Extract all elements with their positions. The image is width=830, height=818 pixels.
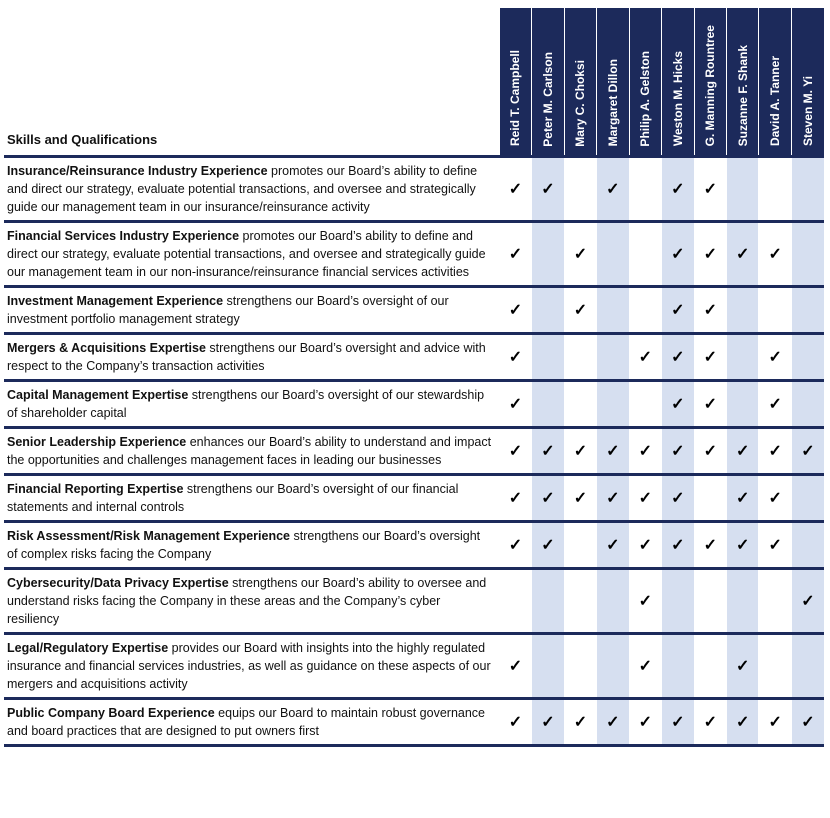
qualification-cell xyxy=(727,156,759,221)
qualification-cell xyxy=(791,333,824,380)
qualification-cell xyxy=(791,521,824,568)
director-name: Philip A. Gelston xyxy=(638,50,653,147)
check-mark-icon: ✓ xyxy=(768,442,782,460)
qualification-cell xyxy=(532,633,564,698)
check-mark-icon: ✓ xyxy=(801,442,815,460)
check-mark-icon: ✓ xyxy=(541,180,555,198)
check-mark-icon: ✓ xyxy=(671,489,685,507)
qualification-cell xyxy=(694,698,726,745)
check-mark-icon: ✓ xyxy=(638,592,653,610)
qualification-cell xyxy=(694,380,726,427)
qualification-cell xyxy=(629,633,661,698)
qualification-cell xyxy=(759,521,791,568)
skill-description-cell xyxy=(4,286,499,333)
skill-description: enhances our Board’s ability to understand and impact the opportunities and challenges management faces in leading our businesses xyxy=(7,434,492,467)
check-mark-icon: ✓ xyxy=(703,713,717,731)
qualification-cell xyxy=(727,568,759,633)
skill-description-cell xyxy=(4,698,499,745)
skill-title: Legal/Regulatory Expertise xyxy=(7,640,169,655)
qualification-cell xyxy=(564,286,596,333)
qualification-cell xyxy=(597,221,629,286)
check-mark-icon: ✓ xyxy=(801,713,815,731)
skill-title: Insurance/Reinsurance Industry Experience xyxy=(7,163,268,178)
check-mark-icon: ✓ xyxy=(703,395,717,413)
check-mark-icon: ✓ xyxy=(508,489,523,507)
skill-description: promotes our Board’s ability to define and direct our strategy, evaluate potential transactions, and oversee and strategically guide our management team in our non-insurance/reinsurance financial services activities xyxy=(7,228,486,279)
check-mark-icon: ✓ xyxy=(736,442,750,460)
qualification-cell xyxy=(662,474,694,521)
check-mark-icon: ✓ xyxy=(671,713,685,731)
qualification-cell xyxy=(791,698,824,745)
director-name: G. Manning Rountree xyxy=(703,25,718,147)
qualification-cell xyxy=(499,568,531,633)
qualification-cell xyxy=(727,474,759,521)
check-mark-icon: ✓ xyxy=(703,536,717,554)
check-mark-icon: ✓ xyxy=(508,442,523,460)
qualification-cell xyxy=(759,633,791,698)
check-mark-icon: ✓ xyxy=(768,245,782,263)
skill-row xyxy=(4,380,824,427)
check-mark-icon: ✓ xyxy=(638,348,653,366)
qualification-cell xyxy=(759,156,791,221)
director-header xyxy=(727,8,759,156)
check-mark-icon: ✓ xyxy=(508,348,523,366)
qualification-cell xyxy=(564,427,596,474)
qualification-cell xyxy=(759,221,791,286)
qualification-cell xyxy=(629,427,661,474)
director-header xyxy=(694,8,726,156)
check-mark-icon: ✓ xyxy=(671,536,685,554)
check-mark-icon: ✓ xyxy=(508,536,523,554)
check-mark-icon: ✓ xyxy=(703,245,717,263)
qualification-cell xyxy=(532,221,564,286)
skill-description-cell xyxy=(4,474,499,521)
check-mark-icon: ✓ xyxy=(736,657,750,675)
qualification-cell xyxy=(629,333,661,380)
skill-row xyxy=(4,333,824,380)
qualification-cell xyxy=(629,156,661,221)
check-mark-icon: ✓ xyxy=(736,489,750,507)
qualification-cell xyxy=(759,380,791,427)
skill-title: Investment Management Experience xyxy=(7,293,224,308)
check-mark-icon: ✓ xyxy=(768,713,782,731)
skill-row xyxy=(4,633,824,698)
check-mark-icon: ✓ xyxy=(508,713,523,731)
skill-row xyxy=(4,474,824,521)
skill-description: strengthens our Board’s oversight of our investment portfolio management strategy xyxy=(7,293,449,326)
skill-description: provides our Board with insights into the highly regulated insurance and financial services industries, as well as guidance on these aspects of our mergers and acquisitions activity xyxy=(7,640,491,691)
qualification-cell xyxy=(727,633,759,698)
qualification-cell xyxy=(499,333,531,380)
check-mark-icon: ✓ xyxy=(736,245,750,263)
qualification-cell xyxy=(629,521,661,568)
check-mark-icon: ✓ xyxy=(606,713,620,731)
check-mark-icon: ✓ xyxy=(541,489,555,507)
check-mark-icon: ✓ xyxy=(768,348,782,366)
qualification-cell xyxy=(694,221,726,286)
qualification-cell xyxy=(662,633,694,698)
check-mark-icon: ✓ xyxy=(638,442,653,460)
skill-title: Capital Management Expertise xyxy=(7,387,189,402)
check-mark-icon: ✓ xyxy=(768,536,782,554)
qualification-cell xyxy=(499,698,531,745)
qualification-cell xyxy=(759,698,791,745)
qualification-cell xyxy=(532,286,564,333)
director-header xyxy=(499,8,531,156)
check-mark-icon: ✓ xyxy=(606,489,620,507)
qualification-cell xyxy=(694,474,726,521)
director-name: Peter M. Carlson xyxy=(540,51,555,147)
skill-description: strengthens our Board’s oversight of our stewardship of shareholder capital xyxy=(7,387,485,420)
director-name: David A. Tanner xyxy=(768,56,783,147)
director-name: Weston M. Hicks xyxy=(670,51,685,147)
skill-description: equips our Board to maintain robust governance and board practices that are designed to put owners first xyxy=(7,705,486,738)
check-mark-icon: ✓ xyxy=(508,180,523,198)
qualification-cell xyxy=(597,568,629,633)
qualification-cell xyxy=(727,286,759,333)
qualification-cell xyxy=(564,156,596,221)
qualification-cell xyxy=(791,156,824,221)
check-mark-icon: ✓ xyxy=(573,301,588,319)
check-mark-icon: ✓ xyxy=(541,442,555,460)
qualification-cell xyxy=(694,521,726,568)
skill-description-cell xyxy=(4,568,499,633)
qualification-cell xyxy=(759,333,791,380)
qualification-cell xyxy=(629,286,661,333)
qualification-cell xyxy=(694,333,726,380)
qualification-cell xyxy=(597,521,629,568)
qualification-cell xyxy=(727,521,759,568)
qualification-cell xyxy=(499,521,531,568)
check-mark-icon: ✓ xyxy=(573,713,588,731)
skill-description-cell xyxy=(4,380,499,427)
qualification-cell xyxy=(694,427,726,474)
qualification-cell xyxy=(727,221,759,286)
check-mark-icon: ✓ xyxy=(638,489,653,507)
check-mark-icon: ✓ xyxy=(671,442,685,460)
qualification-cell xyxy=(564,521,596,568)
skill-description: promotes our Board’s ability to define and direct our strategy, evaluate potential transactions, and oversee and strategically guide our management team in our insurance/reinsurance activity xyxy=(7,163,478,214)
qualification-cell xyxy=(532,380,564,427)
qualification-cell xyxy=(662,521,694,568)
check-mark-icon: ✓ xyxy=(801,592,815,610)
director-header xyxy=(662,8,694,156)
qualification-cell xyxy=(532,156,564,221)
qualification-cell xyxy=(564,333,596,380)
director-header xyxy=(791,8,824,156)
skill-row xyxy=(4,156,824,221)
qualification-cell xyxy=(597,156,629,221)
qualification-cell xyxy=(662,698,694,745)
qualification-cell xyxy=(694,568,726,633)
skill-description-cell xyxy=(4,633,499,698)
qualification-cell xyxy=(564,568,596,633)
check-mark-icon: ✓ xyxy=(638,536,653,554)
skills-matrix-body xyxy=(4,156,824,745)
qualification-cell xyxy=(597,474,629,521)
qualification-cell xyxy=(499,156,531,221)
check-mark-icon: ✓ xyxy=(508,245,523,263)
check-mark-icon: ✓ xyxy=(573,442,588,460)
qualification-cell xyxy=(532,698,564,745)
check-mark-icon: ✓ xyxy=(508,657,523,675)
skill-description: strengthens our Board’s oversight of complex risks facing the Company xyxy=(7,528,481,561)
skill-description-cell xyxy=(4,427,499,474)
qualification-cell xyxy=(629,698,661,745)
check-mark-icon: ✓ xyxy=(703,180,717,198)
skill-description: strengthens our Board’s oversight of our financial statements and internal controls xyxy=(7,481,459,514)
qualification-cell xyxy=(662,286,694,333)
qualification-cell xyxy=(791,568,824,633)
qualification-cell xyxy=(532,521,564,568)
skills-column-header: Skills and Qualifications xyxy=(4,8,499,156)
skill-row xyxy=(4,221,824,286)
qualification-cell xyxy=(727,698,759,745)
skill-title: Financial Services Industry Experience xyxy=(7,228,240,243)
qualification-cell xyxy=(597,380,629,427)
qualification-cell xyxy=(694,156,726,221)
director-header xyxy=(629,8,661,156)
skill-row xyxy=(4,568,824,633)
check-mark-icon: ✓ xyxy=(541,713,555,731)
skill-title: Mergers & Acquisitions Expertise xyxy=(7,340,206,355)
qualification-cell xyxy=(727,427,759,474)
qualification-cell xyxy=(662,333,694,380)
qualification-cell xyxy=(791,286,824,333)
qualification-cell xyxy=(564,474,596,521)
qualification-cell xyxy=(791,427,824,474)
qualification-cell xyxy=(791,474,824,521)
qualification-cell xyxy=(727,380,759,427)
check-mark-icon: ✓ xyxy=(671,395,685,413)
qualification-cell xyxy=(629,474,661,521)
header-row xyxy=(4,8,824,156)
qualification-cell xyxy=(791,380,824,427)
qualification-cell xyxy=(791,221,824,286)
qualification-cell xyxy=(791,633,824,698)
qualification-cell xyxy=(759,286,791,333)
skill-title: Public Company Board Experience xyxy=(7,705,215,720)
check-mark-icon: ✓ xyxy=(606,442,620,460)
qualification-cell xyxy=(564,698,596,745)
director-name: Mary C. Choksi xyxy=(573,59,588,147)
qualification-cell xyxy=(597,286,629,333)
check-mark-icon: ✓ xyxy=(671,180,685,198)
qualification-cell xyxy=(662,221,694,286)
director-header xyxy=(532,8,564,156)
qualification-cell xyxy=(499,474,531,521)
check-mark-icon: ✓ xyxy=(508,301,523,319)
skill-description: strengthens our Board’s ability to oversee and understand risks facing the Company in these areas and the Company’s cyber resiliency xyxy=(7,575,487,626)
skill-title: Risk Assessment/Risk Management Experience xyxy=(7,528,290,543)
check-mark-icon: ✓ xyxy=(606,536,620,554)
skill-row xyxy=(4,286,824,333)
check-mark-icon: ✓ xyxy=(703,442,717,460)
director-name: Suzanne F. Shank xyxy=(735,45,750,147)
check-mark-icon: ✓ xyxy=(573,489,588,507)
check-mark-icon: ✓ xyxy=(671,301,685,319)
director-name: Margaret Dillon xyxy=(605,59,620,147)
qualification-cell xyxy=(759,474,791,521)
skill-description-cell xyxy=(4,156,499,221)
check-mark-icon: ✓ xyxy=(768,395,782,413)
skill-title: Senior Leadership Experience xyxy=(7,434,187,449)
check-mark-icon: ✓ xyxy=(508,395,523,413)
check-mark-icon: ✓ xyxy=(703,301,717,319)
qualification-cell xyxy=(727,333,759,380)
skill-description: strengthens our Board’s oversight and advice with respect to the Company’s transaction activities xyxy=(7,340,486,373)
check-mark-icon: ✓ xyxy=(736,713,750,731)
skill-title: Cybersecurity/Data Privacy Expertise xyxy=(7,575,229,590)
qualification-cell xyxy=(662,568,694,633)
qualification-cell xyxy=(759,427,791,474)
qualification-cell xyxy=(499,380,531,427)
check-mark-icon: ✓ xyxy=(638,657,653,675)
qualification-cell xyxy=(499,286,531,333)
skill-title: Financial Reporting Expertise xyxy=(7,481,184,496)
qualification-cell xyxy=(629,380,661,427)
qualification-cell xyxy=(564,221,596,286)
qualification-cell xyxy=(662,427,694,474)
qualification-cell xyxy=(564,380,596,427)
check-mark-icon: ✓ xyxy=(573,245,588,263)
qualification-cell xyxy=(597,333,629,380)
director-name: Steven M. Yi xyxy=(800,76,815,147)
check-mark-icon: ✓ xyxy=(671,245,685,263)
check-mark-icon: ✓ xyxy=(671,348,685,366)
director-name: Reid T. Campbell xyxy=(508,50,523,147)
qualification-cell xyxy=(532,568,564,633)
skills-matrix-table xyxy=(4,8,824,747)
check-mark-icon: ✓ xyxy=(768,489,782,507)
skill-description-cell xyxy=(4,333,499,380)
check-mark-icon: ✓ xyxy=(606,180,620,198)
qualification-cell xyxy=(597,633,629,698)
qualification-cell xyxy=(759,568,791,633)
check-mark-icon: ✓ xyxy=(638,713,653,731)
check-mark-icon: ✓ xyxy=(736,536,750,554)
skill-row xyxy=(4,698,824,745)
qualification-cell xyxy=(532,474,564,521)
director-header xyxy=(759,8,791,156)
qualification-cell xyxy=(597,698,629,745)
skill-row xyxy=(4,521,824,568)
qualification-cell xyxy=(662,156,694,221)
qualification-cell xyxy=(532,427,564,474)
director-header xyxy=(597,8,629,156)
qualification-cell xyxy=(662,380,694,427)
qualification-cell xyxy=(532,333,564,380)
qualification-cell xyxy=(499,221,531,286)
qualification-cell xyxy=(597,427,629,474)
qualification-cell xyxy=(499,633,531,698)
qualification-cell xyxy=(499,427,531,474)
qualification-cell xyxy=(629,568,661,633)
director-header xyxy=(564,8,596,156)
qualification-cell xyxy=(629,221,661,286)
skill-row xyxy=(4,427,824,474)
check-mark-icon: ✓ xyxy=(541,536,555,554)
qualification-cell xyxy=(694,286,726,333)
qualification-cell xyxy=(564,633,596,698)
skill-description-cell xyxy=(4,221,499,286)
check-mark-icon: ✓ xyxy=(703,348,717,366)
skill-description-cell xyxy=(4,521,499,568)
qualification-cell xyxy=(694,633,726,698)
